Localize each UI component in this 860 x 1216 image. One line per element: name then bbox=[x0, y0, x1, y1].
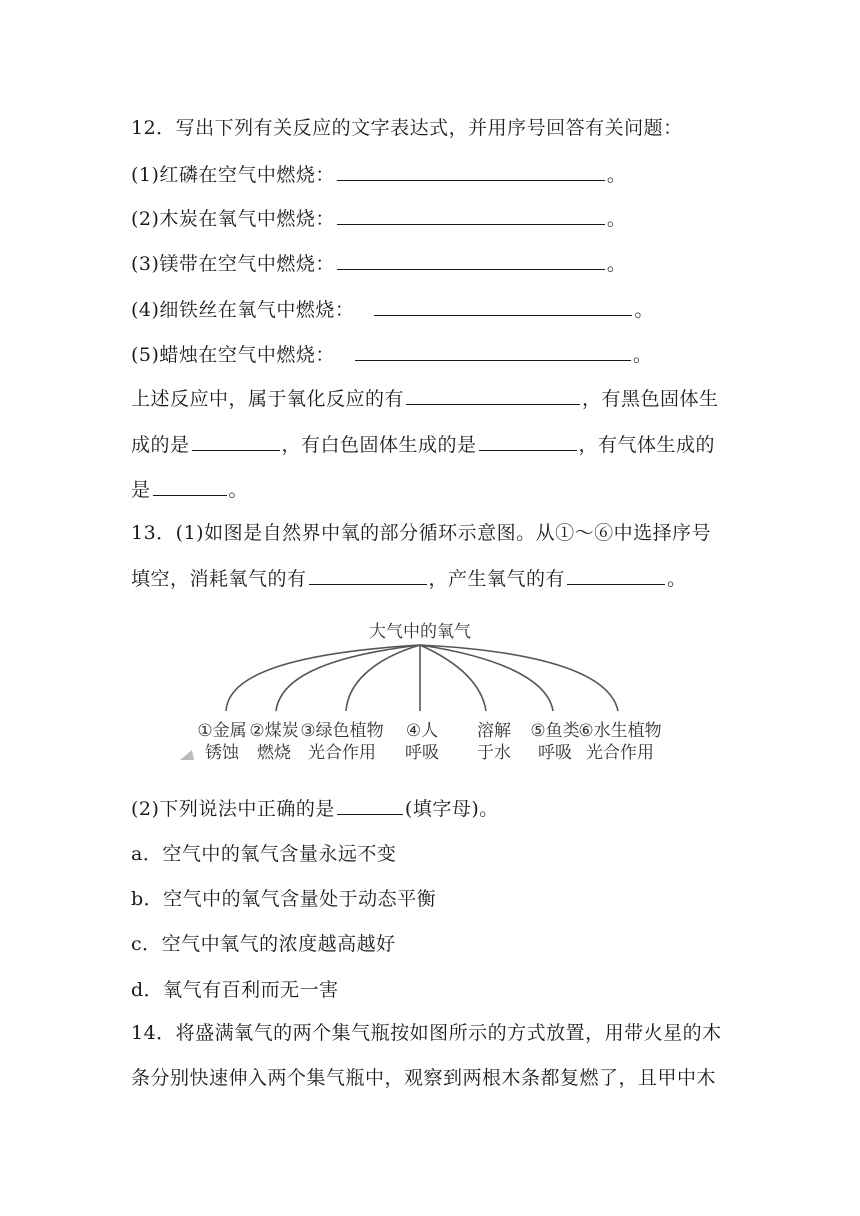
arc-5 bbox=[420, 645, 486, 711]
arc-7 bbox=[420, 645, 618, 711]
answer-blank-correct[interactable] bbox=[337, 796, 403, 815]
option-d: d．氧气有百利而无一害 bbox=[131, 979, 339, 1001]
answer-blank-5[interactable] bbox=[355, 342, 631, 361]
arc-3 bbox=[346, 645, 420, 711]
option-c: c．空气中氧气的浓度越高越好 bbox=[131, 933, 396, 955]
q12-item-1: (1)红磷在空气中燃烧： 。 bbox=[131, 164, 627, 186]
q12-item-2-label: (2)木炭在氧气中燃烧： bbox=[131, 208, 335, 230]
q12-summary-line-1: 上述反应中，属于氧化反应的有 ，有黑色固体生 bbox=[131, 388, 719, 410]
q13-part2: (2)下列说法中正确的是 (填字母)。 bbox=[131, 798, 499, 820]
cycle-arcs bbox=[226, 645, 618, 711]
diagram-node-3-top: ③绿色植物 bbox=[300, 721, 384, 741]
diagram-nodes bbox=[197, 721, 661, 763]
option-a: a．空气中的氧气含量永远不变 bbox=[131, 843, 397, 865]
diagram-node-5-top: 溶解 bbox=[477, 721, 511, 741]
q12-intro: 12．写出下列有关反应的文字表达式，并用序号回答有关问题： bbox=[131, 117, 683, 139]
diagram-title: 大气中的氧气 bbox=[369, 622, 471, 642]
q13-line-1: 13．(1)如图是自然界中氧的部分循环示意图。从①～⑥中选择序号 bbox=[131, 522, 712, 544]
arc-1 bbox=[226, 645, 420, 711]
diagram-node-2-top: ②煤炭 bbox=[249, 721, 299, 741]
option-b: b．空气中的氧气含量处于动态平衡 bbox=[131, 888, 437, 910]
q12-summary-line-3: 是 。 bbox=[131, 479, 249, 501]
diagram-node-7-bottom: 光合作用 bbox=[586, 743, 654, 763]
diagram-node-4-bottom: 呼吸 bbox=[405, 743, 439, 763]
diagram-node-6-top: ⑤鱼类 bbox=[530, 721, 580, 741]
diagram-node-4-top: ④人 bbox=[405, 721, 439, 741]
answer-blank-black-solid[interactable] bbox=[192, 432, 280, 451]
q12-item-5: (5)蜡烛在空气中燃烧： 。 bbox=[131, 344, 653, 366]
q14-line-1: 14．将盛满氧气的两个集气瓶按如图所示的方式放置，用带火星的木 bbox=[131, 1022, 722, 1044]
q12-item-1-label: (1)红磷在空气中燃烧： bbox=[131, 164, 335, 186]
q12-item-5-label: (5)蜡烛在空气中燃烧： bbox=[131, 344, 335, 366]
answer-blank-gas[interactable] bbox=[153, 477, 227, 496]
q12-item-3-label: (3)镁带在空气中燃烧： bbox=[131, 253, 335, 275]
diagram-node-7-top: ⑥水生植物 bbox=[578, 721, 662, 741]
diagram-node-1-top: ①金属 bbox=[197, 721, 247, 741]
answer-blank-white-solid[interactable] bbox=[479, 432, 577, 451]
q14-line-2: 条分别快速伸入两个集气瓶中，观察到两根木条都复燃了，且甲中木 bbox=[131, 1067, 717, 1089]
diagram-node-6-bottom: 呼吸 bbox=[538, 743, 572, 763]
answer-blank-3[interactable] bbox=[337, 251, 605, 270]
answer-blank-oxidation[interactable] bbox=[406, 386, 580, 405]
q12-item-4-label: (4)细铁丝在氧气中燃烧： bbox=[131, 299, 355, 321]
diagram-node-2-bottom: 燃烧 bbox=[257, 743, 291, 763]
q12-item-2: (2)木炭在氧气中燃烧： 。 bbox=[131, 208, 627, 230]
diagram-node-3-bottom: 光合作用 bbox=[308, 743, 376, 763]
q12-summary-line-2: 成的是 ，有白色固体生成的是 ，有气体生成的 bbox=[131, 434, 716, 456]
diagram-node-1-bottom: 锈蚀 bbox=[205, 743, 239, 763]
oxygen-cycle-diagram bbox=[170, 615, 700, 770]
answer-blank-4[interactable] bbox=[374, 297, 632, 316]
shape-icon bbox=[180, 750, 194, 760]
q12-item-4: (4)细铁丝在氧气中燃烧： 。 bbox=[131, 299, 654, 321]
answer-blank-produce[interactable] bbox=[567, 566, 665, 585]
answer-blank-1[interactable] bbox=[337, 162, 605, 181]
q12-item-3: (3)镁带在空气中燃烧： 。 bbox=[131, 253, 627, 275]
q13-line-2: 填空，消耗氧气的有 ，产生氧气的有 。 bbox=[131, 568, 687, 590]
answer-blank-2[interactable] bbox=[337, 206, 605, 225]
answer-blank-consume[interactable] bbox=[309, 566, 427, 585]
diagram-node-5-bottom: 于水 bbox=[477, 743, 511, 763]
